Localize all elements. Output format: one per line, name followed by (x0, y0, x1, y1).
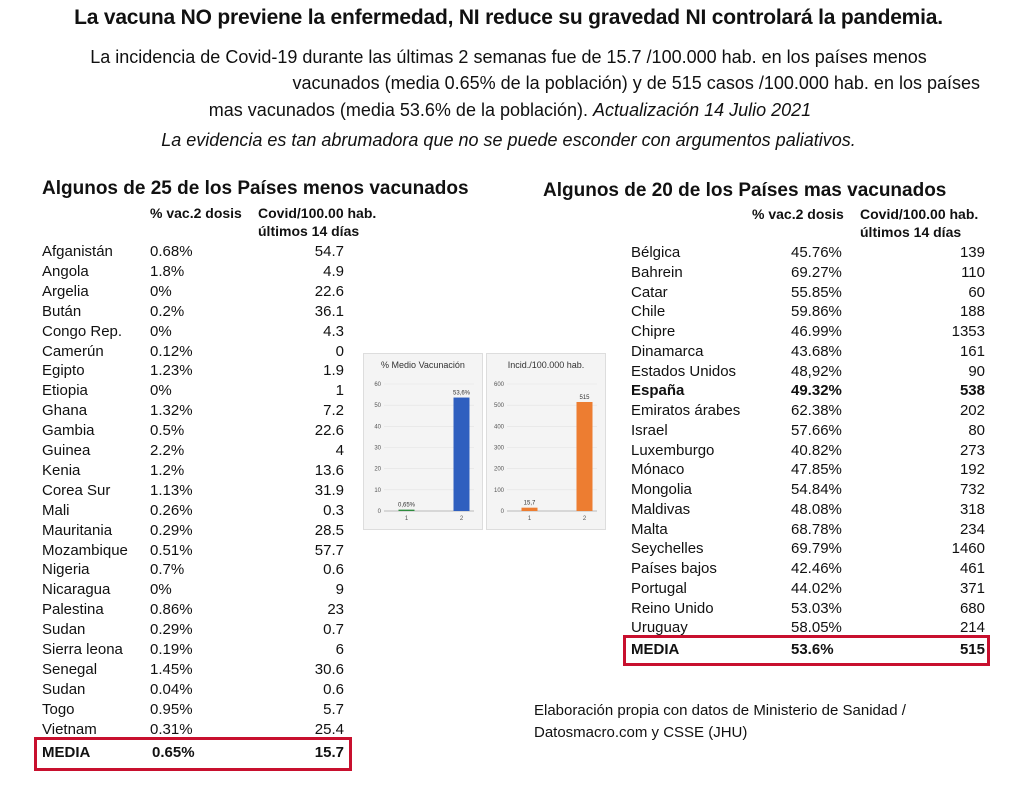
left-cell-vac: 0.51% (150, 541, 193, 559)
left-table-row (42, 461, 352, 481)
left-cell-covid: 0.3 (323, 501, 344, 519)
right-col-covid-header (860, 205, 978, 241)
vaccination-chart-xtick-label: 1 (404, 516, 409, 522)
right-cell-vac: 42.46% (791, 560, 842, 577)
left-table-row (42, 660, 352, 680)
right-cell-vac: 54.84% (791, 481, 842, 498)
left-cell-covid: 4.3 (323, 322, 344, 340)
left-cell-country: Sudan (42, 680, 86, 698)
right-cell-vac: 58.05% (791, 619, 842, 637)
right-cell-vac: 43.68% (791, 342, 842, 360)
incidence-chart-svg (487, 354, 605, 529)
right-cell-country: Chile (631, 303, 666, 321)
right-cell-country: Maldivas (631, 500, 691, 518)
incidence-chart-ytick-label: 300 (493, 445, 504, 452)
right-cell-country: Reino Unido (631, 599, 714, 617)
left-cell-vac: 0.86% (150, 601, 193, 619)
left-cell-vac: 0.5% (150, 422, 185, 440)
left-table-row (42, 342, 352, 362)
right-cell-covid: 110 (961, 263, 985, 281)
left-table-row (42, 381, 352, 401)
right-cell-country: Países bajos (631, 560, 717, 577)
left-media-vac: 0.65% (152, 744, 195, 761)
left-cell-covid: 25.4 (314, 720, 344, 738)
right-cell-country: Israel (631, 421, 668, 439)
left-cell-country: Vietnam (42, 720, 97, 738)
left-cell-country: Kenia (42, 461, 81, 479)
left-cell-vac: 0% (150, 322, 172, 340)
left-cell-vac: 0.19% (150, 641, 193, 658)
left-table-row (42, 242, 352, 262)
left-table-row (42, 680, 352, 700)
left-cell-covid: 1.9 (323, 362, 344, 380)
left-media-label: MEDIA (42, 744, 91, 761)
right-table-row (631, 579, 993, 599)
right-table-row (631, 362, 993, 382)
vaccination-chart-ytick-label: 20 (374, 466, 381, 473)
left-cell-covid: 4.9 (323, 262, 344, 280)
left-cell-covid: 9 (335, 581, 344, 599)
vaccination-chart (363, 353, 483, 530)
left-cell-country: Egipto (42, 362, 85, 380)
vaccination-chart-ytick-label: 10 (374, 487, 381, 494)
left-cell-vac: 0.29% (150, 621, 193, 639)
left-cell-covid: 22.6 (314, 282, 344, 300)
left-table-row (42, 620, 352, 640)
left-cell-vac: 1.8% (150, 262, 185, 280)
right-table-title: Algunos de 20 de los Países mas vacunados (543, 180, 947, 201)
incidence-chart (486, 353, 606, 530)
right-cell-vac: 69.27% (791, 263, 842, 281)
left-cell-vac: 0.04% (150, 680, 193, 698)
subtitle-line-3 (60, 100, 960, 121)
left-table-row (42, 640, 352, 660)
left-cell-vac: 0.31% (150, 720, 193, 738)
left-cell-covid: 57.7 (314, 541, 344, 559)
incidence-chart-xtick-label: 1 (527, 516, 532, 522)
subtitle-line-3-text: mas vacunados (media 53.6% de la población). (208, 100, 589, 120)
vaccination-chart-xtick-label: 2 (459, 516, 464, 522)
source-note (534, 700, 994, 744)
right-media-row (631, 641, 993, 661)
left-cell-country: Mali (42, 501, 70, 519)
left-cell-country: Congo Rep. (42, 322, 123, 340)
right-cell-covid: 192 (959, 461, 985, 479)
right-table-row (631, 421, 993, 441)
left-cell-country: Gambia (42, 422, 95, 440)
left-table-row (42, 401, 352, 421)
right-table-row (631, 401, 993, 421)
left-cell-covid: 7.2 (323, 402, 344, 420)
left-cell-covid: 13.6 (314, 461, 344, 479)
left-table-row (42, 421, 352, 441)
left-col-covid-header (258, 204, 376, 240)
left-cell-country: Afganistán (42, 243, 113, 260)
right-cell-country: Uruguay (631, 619, 688, 637)
left-cell-vac: 0.7% (150, 561, 185, 579)
vaccination-chart-ytick-label: 40 (374, 424, 381, 431)
right-cell-covid: 90 (968, 362, 985, 380)
right-table-row (631, 480, 993, 500)
left-table-row (42, 580, 352, 600)
right-cell-covid: 60 (968, 283, 985, 301)
left-cell-vac: 0.26% (150, 501, 193, 519)
right-cell-covid: 1460 (951, 540, 985, 558)
right-cell-covid: 234 (959, 520, 985, 538)
left-cell-vac: 0.12% (150, 342, 193, 360)
left-cell-country: Ghana (42, 402, 88, 420)
right-cell-vac: 45.76% (791, 244, 842, 261)
left-table-row (42, 521, 352, 541)
right-table-row (631, 500, 993, 520)
left-table-row (42, 302, 352, 322)
right-cell-country: Luxemburgo (631, 441, 715, 459)
left-table-row (42, 700, 352, 720)
incidence-chart-ytick-label: 500 (493, 403, 504, 410)
right-cell-vac: 47.85% (791, 461, 842, 479)
left-table-row (42, 361, 352, 381)
left-cell-vac: 1.23% (150, 362, 193, 380)
vaccination-chart-ytick-label: 0 (377, 509, 381, 515)
right-table-row (631, 322, 993, 342)
right-col-vac-header: % vac.2 dosis (752, 206, 844, 222)
left-table-row (42, 501, 352, 521)
left-cell-country: Argelia (42, 282, 89, 300)
incidence-chart-bar (577, 402, 593, 511)
left-cell-covid: 54.7 (314, 243, 344, 260)
right-cell-vac: 62.38% (791, 402, 842, 419)
left-cell-covid: 0.6 (323, 680, 344, 698)
left-cell-country: Togo (42, 700, 75, 718)
right-table-row (631, 599, 993, 619)
left-cell-country: Camerún (42, 342, 104, 360)
left-cell-vac: 1.32% (150, 402, 193, 420)
left-cell-vac: 1.2% (150, 461, 185, 479)
left-cell-country: Senegal (42, 660, 98, 678)
right-cell-vac: 55.85% (791, 283, 842, 301)
right-col-covid-header-line2: últimos 14 días (860, 224, 962, 240)
right-cell-covid: 680 (959, 599, 985, 617)
right-cell-vac: 68.78% (791, 520, 842, 538)
right-table-row (631, 520, 993, 540)
right-cell-covid: 161 (959, 342, 985, 360)
left-cell-covid: 31.9 (314, 481, 344, 499)
left-table-row (42, 322, 352, 342)
right-media-label: MEDIA (631, 641, 680, 658)
right-cell-country: Bahrein (631, 263, 683, 281)
right-media-vac: 53.6% (791, 641, 834, 658)
right-cell-vac: 49.32% (791, 382, 842, 400)
right-cell-covid: 461 (959, 560, 985, 577)
left-col-covid-header-line2: últimos 14 días (258, 223, 360, 239)
left-cell-vac: 0.29% (150, 521, 193, 539)
right-cell-covid: 318 (959, 500, 985, 518)
left-cell-country: Sudan (42, 621, 86, 639)
left-cell-country: Nigeria (42, 561, 90, 579)
left-cell-country: Palestina (42, 601, 104, 619)
incidence-chart-title: Incid./100.000 hab. (507, 360, 585, 370)
right-cell-country: España (631, 382, 685, 400)
left-table-row (42, 481, 352, 501)
incidence-chart-xtick-label: 2 (582, 516, 587, 522)
left-table-row (42, 262, 352, 282)
left-cell-covid: 6 (335, 641, 344, 658)
left-cell-covid: 1 (335, 382, 344, 400)
source-note-line1: Elaboración propia con datos de Ministerio de Sanidad / (534, 702, 906, 719)
vaccination-chart-ytick-label: 50 (374, 403, 381, 410)
right-cell-country: Bélgica (631, 244, 681, 261)
left-cell-country: Sierra leona (42, 641, 123, 658)
left-cell-vac: 0.95% (150, 700, 193, 718)
right-cell-country: Seychelles (631, 540, 704, 558)
right-table-row (631, 559, 993, 579)
left-cell-vac: 0% (150, 382, 172, 400)
right-cell-covid: 371 (959, 579, 985, 597)
left-cell-covid: 0.6 (323, 561, 344, 579)
left-table-row (42, 600, 352, 620)
incidence-chart-ytick-label: 600 (493, 382, 504, 388)
vaccination-chart-ytick-label: 60 (374, 382, 381, 388)
vaccination-chart-data-label: 0,65% (397, 502, 416, 509)
right-table-row (631, 263, 993, 283)
left-cell-country: Angola (42, 262, 89, 280)
right-table-row (631, 302, 993, 322)
right-cell-covid: 538 (959, 382, 985, 400)
right-cell-vac: 69.79% (791, 540, 842, 558)
left-table-title: Algunos de 25 de los Países menos vacunados (42, 178, 469, 199)
source-note-line2: Datosmacro.com y CSSE (JHU) (534, 724, 748, 741)
left-cell-country: Mozambique (42, 541, 128, 559)
left-table-row (42, 282, 352, 302)
incidence-chart-ytick-label: 400 (493, 424, 504, 431)
left-cell-country: Corea Sur (42, 481, 111, 499)
left-cell-covid: 22.6 (314, 422, 344, 440)
left-cell-covid: 0 (335, 342, 344, 360)
vaccination-chart-ytick-label: 30 (374, 445, 381, 452)
right-cell-country: Mongolia (631, 481, 692, 498)
right-cell-covid: 139 (959, 244, 985, 261)
left-media-row (42, 744, 352, 764)
right-cell-vac: 46.99% (791, 323, 842, 340)
left-cell-country: Nicaragua (42, 581, 111, 599)
left-cell-vac: 2.2% (150, 442, 185, 459)
vaccination-chart-svg (364, 354, 482, 529)
right-cell-covid: 273 (959, 441, 985, 459)
left-cell-vac: 0% (150, 282, 172, 300)
left-cell-covid: 28.5 (314, 521, 344, 539)
right-cell-country: Chipre (631, 323, 676, 340)
right-cell-vac: 48,92% (791, 362, 842, 380)
left-cell-vac: 0.2% (150, 302, 185, 320)
update-date: Actualización 14 Julio 2021 (593, 100, 812, 120)
left-cell-vac: 0% (150, 581, 172, 599)
subtitle-line-1: La incidencia de Covid-19 durante las últimas 2 semanas fue de 15.7 /100.000 hab. en los países menos (90, 47, 927, 67)
left-cell-covid: 4 (335, 442, 344, 459)
right-table-row (631, 381, 993, 401)
right-cell-country: Dinamarca (631, 342, 704, 360)
left-col-covid-header-line1: Covid/100.00 hab. (258, 205, 377, 221)
left-cell-country: Etiopia (42, 382, 88, 400)
right-table-row (631, 539, 993, 559)
right-cell-covid: 202 (959, 402, 985, 419)
right-media-covid: 515 (959, 641, 985, 658)
incidence-chart-ytick-label: 100 (493, 487, 504, 494)
left-cell-vac: 0.68% (150, 243, 193, 260)
right-cell-vac: 44.02% (791, 579, 842, 597)
right-cell-vac: 48.08% (791, 500, 842, 518)
left-col-vac-header: % vac.2 dosis (150, 205, 242, 221)
right-cell-covid: 214 (959, 619, 985, 637)
incidence-chart-data-label: 515 (579, 394, 590, 401)
right-cell-covid: 732 (959, 481, 985, 498)
left-cell-covid: 23 (327, 601, 344, 619)
left-cell-covid: 0.7 (323, 621, 344, 639)
incidence-chart-data-label: 15,7 (523, 500, 536, 507)
right-table-row (631, 460, 993, 480)
left-cell-vac: 1.45% (150, 660, 193, 678)
right-cell-country: Malta (631, 520, 668, 538)
left-cell-vac: 1.13% (150, 481, 193, 499)
vaccination-chart-data-label: 53,6% (452, 390, 471, 397)
vaccination-chart-bar (454, 398, 470, 511)
right-table-row (631, 441, 993, 461)
right-col-covid-header-line1: Covid/100.00 hab. (860, 206, 979, 222)
left-media-covid: 15.7 (314, 744, 344, 761)
left-table-row (42, 560, 352, 580)
incidence-chart-ytick-label: 0 (500, 509, 504, 515)
right-cell-vac: 53.03% (791, 599, 842, 617)
left-cell-covid: 5.7 (323, 700, 344, 718)
right-table-row (631, 243, 993, 263)
right-cell-covid: 188 (959, 303, 985, 321)
right-cell-vac: 57.66% (791, 421, 842, 439)
right-cell-vac: 59.86% (791, 303, 842, 321)
right-cell-country: Estados Unidos (631, 362, 737, 380)
vaccination-chart-bar (399, 510, 415, 511)
right-table-row (631, 342, 993, 362)
page-title: La vacuna NO previene la enfermedad, NI reduce su gravedad NI controlará la pandemia. (74, 6, 943, 29)
left-cell-covid: 36.1 (314, 302, 344, 320)
right-cell-covid: 80 (968, 421, 985, 439)
vaccination-chart-title: % Medio Vacunación (381, 360, 465, 370)
right-cell-country: Emiratos árabes (631, 402, 741, 419)
right-cell-vac: 40.82% (791, 441, 842, 459)
right-cell-country: Catar (631, 283, 668, 301)
left-cell-covid: 30.6 (314, 660, 344, 678)
right-cell-country: Portugal (631, 579, 687, 597)
right-table-row (631, 283, 993, 303)
left-cell-country: Guinea (42, 442, 91, 459)
right-cell-covid: 1353 (951, 323, 985, 340)
left-table-row (42, 441, 352, 461)
incidence-chart-bar (522, 508, 538, 511)
left-cell-country: Bután (42, 302, 82, 320)
left-table-row (42, 541, 352, 561)
incidence-chart-ytick-label: 200 (493, 466, 504, 473)
right-cell-country: Mónaco (631, 461, 685, 479)
left-cell-country: Mauritania (42, 521, 113, 539)
subtitle-line-4: La evidencia es tan abrumadora que no se puede esconder con argumentos paliativos. (161, 130, 856, 150)
subtitle-line-2: vacunados (media 0.65% de la población) y de 515 casos /100.000 hab. en los países (292, 73, 980, 93)
